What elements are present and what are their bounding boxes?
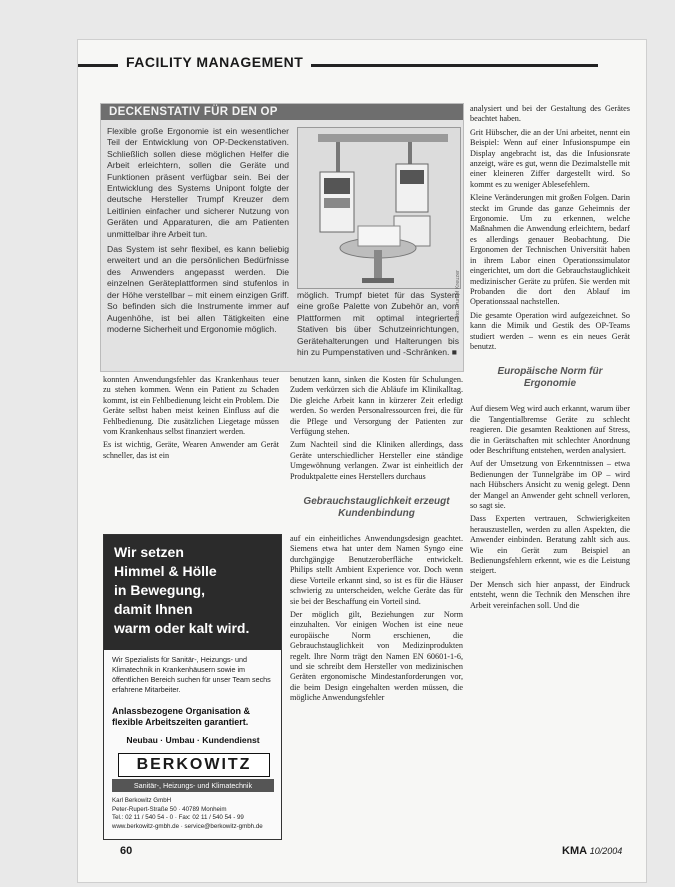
info-box-text [107, 126, 289, 339]
magazine-footer [562, 845, 622, 857]
info-box-paragraph: Flexible große Ergonomie ist ein wesentlicher Teil der Entwicklung von OP-Deckenstativen. Schließlich sollen diese möglichen Helfer die Arbeit erleichtern, sollen die Geräte und Funktionen präsent verfügbar sein. Bei der Entwicklung des Systems Unipont folgte der deutsche Hersteller Trumpf Kreuzer dem Leitlinien einfacher und sicherer Nutzung von Geräten und Apparaturen, die am Patienten unmittelbar ihre Arbeit tun. [107, 126, 289, 239]
article-paragraph: Der Mensch sich hier anpasst, der Eindruck entsteht, wenn die Technik den Menschen ihre Arbeit vereinfachen soll. Und die [470, 579, 630, 610]
article-paragraph: Grit Hübscher, die an der Uni arbeitet, nennt ein Beispiel: Wenn auf einer Infusionspumpe ein Display angebracht ist, das die Infusionsrate anzeigt, wäre es gut, wenn die Dezimalstelle mit einer kleineren Ziffer dargestellt wird. So kommt es zu weniger Ablesefehlern. [470, 127, 630, 189]
ceiling-stand-illustration [298, 128, 460, 288]
contact-line: www.berkowitz-gmbh.de · service@berkowitz-gmbh.de [112, 822, 263, 830]
info-box-title-band [101, 104, 463, 120]
magazine-name: KMA [562, 845, 587, 857]
info-box [100, 103, 464, 372]
article-paragraph: Es ist wichtig, Geräte, Wearen Anwender am Gerät schneller, das ist ein [103, 440, 279, 460]
article-paragraph: Auf diesem Weg wird auch erkannt, warum über die Tangentialbremse Geräte zu schlecht reagieren. Die gesamten Reaktionen auf Stress, die in Gerätschaften mit schlechter Anordnung oder Beschriftung entstehen, werden analysiert. [470, 404, 630, 455]
ad-services: Neubau · Umbau · Kundendienst [126, 735, 260, 745]
info-box-title: DECKENSTATIV FÜR DEN OP [109, 106, 278, 118]
ceiling-stand-photo [297, 127, 461, 289]
article-column-2 [290, 375, 463, 707]
article-paragraph: auf ein einheitliches Anwendungsdesign geachtet. Siemens etwa hat unter dem Namen Syngo eine durchgängige Benutzeroberfläche entwickelt. Philips stellt Ambient Experience vor. Doch wenn diese Vorteile erkannt sind, so ist es für die Häuser schwierig zu unterscheiden, welche Geräte das für sie bei der Beschaffung ein Vorteil sind. [290, 534, 463, 606]
ad-headline-line: Wir setzen [114, 544, 184, 560]
article-subheading: Europäische Norm für Ergonomie [497, 366, 603, 390]
ad-headline-line: warm oder kalt wird. [114, 620, 250, 636]
article-paragraph: Zum Nachteil sind die Kliniken allerdings, dass Geräte unterschiedlicher Hersteller eine ständige Umgewöhnung verlangen. Zwar ist einheitlich der Produktpalette eines Herstellers durchaus [290, 440, 463, 481]
article-paragraph: Auf der Umsetzung von Erkenntnissen – etwa Bedienungen der Tunnelgräbe im OP – wird nach Hübschers Ansicht zu wenig gelegt. Denn der Mangel an Anwender geht schnell verloren, so sagt sie. [470, 459, 630, 510]
company-tagline: Sanitär-, Heizungs- und Klimatechnik [112, 779, 274, 792]
article-paragraph: Der möglich gilt, Beziehungen zur Norm einzuhalten. Vor einigen Wochen ist eine neue europäische Norm erschienen, die Gebrauchstauglichkeit von Medizinprodukten regelt. Ihre Norm trägt den Namen EN 60601-1-6, und sie schreibt dem Hersteller von medizinischen Geräten ergonomische Mindestanforderungen vor, die beim Design eingehalten werden müssen, die mögliche Anwendungsfehler [290, 609, 463, 703]
article-subheading: Gebrauchstauglichkeit erzeugt Kundenbindung [303, 496, 450, 520]
article-paragraph: benutzen kann, sinken die Kosten für Schulungen. Zudem verkürzen sich die Abläufe im Klinikalltag. Die gleiche Arbeit kann in kürzerer Zeit erledigt werden. So werden Personalressourcen frei, die für die Pflege und Versorgung der Patienten zur Verfügung stehen. [290, 375, 463, 437]
contact-line: Tel.: 02 11 / 540 54 - 0 · Fax: 02 11 / 540 54 - 99 [112, 814, 244, 822]
article-column-1 [103, 375, 279, 464]
ad-headline-line: Himmel & Hölle [114, 563, 217, 579]
company-contact [112, 797, 274, 831]
article-column-3 [470, 104, 630, 614]
info-box-caption: möglich. Trumpf bietet für das System eine große Palette von Zubehör an, vom Plattformen mit optimal integrierten Stativen bis über Schutzeinrichtungen, Gerätehalterungen und Halterungen bis hin zu Pumpenstativen und -Schränken. ■ [297, 290, 459, 358]
section-title: FACILITY MANAGEMENT [118, 54, 311, 70]
ad-body-text: Wir Spezialists für Sanitär-, Heizungs- und Klimatechnik in Krankenhäusern sowie im öffentlichen Bereich suchen für unser Team sechs erfahrene Mitarbeiter. [112, 655, 271, 694]
ad-headline-line: damit Ihnen [114, 601, 193, 617]
contact-line: Peter-Rupert-Straße 50 · 40789 Monheim [112, 805, 227, 813]
article-paragraph: analysiert und bei der Gestaltung des Gerätes beachtet haben. [470, 104, 630, 124]
page-number: 60 [120, 845, 133, 857]
magazine-issue: 10/2004 [589, 846, 623, 856]
section-header [78, 54, 598, 70]
photo-credit: Foto: Trumpf Kreuzer [455, 270, 461, 322]
ad-headline [114, 543, 249, 638]
article-paragraph: Die gesamte Operation wird aufgezeichnet. So kann die Mimik und Gestik des OP-Teams studiert werden – wenn es ein neues Gerät benutzt. [470, 310, 630, 351]
contact-line: Karl Berkowitz GmbH [112, 797, 172, 804]
advertisement [103, 534, 282, 840]
ad-highlight-text: Anlassbezogene Organisation & flexible Arbeitszeiten garantiert. [112, 706, 251, 727]
company-logo: BERKOWITZ [118, 753, 270, 777]
article-paragraph: Dass Experten vertrauen, Schwierigkeiten herauszustellen, werden zu allen Aspekten, die Anwender einbinden. Beratung zahlt sich aus. Wie ein Gerät zum Beispiel an Bedienungsfehlern erkennt, wie es die Leistung steigert. [470, 514, 630, 576]
article-paragraph: konnten Anwendungsfehler das Krankenhaus teuer zu stehen kommen. Wenn ein Patient zu Schaden kommt, ist ein Fehlbedienung leicht ein Problem. Die Geräte selbst haben meist keinen Einfluss auf die Fehlbedienung. Die zusätzlichen Liegetage müssen vom Krankenhaus selbst finanziert werden. [103, 375, 279, 437]
info-box-paragraph: Das System ist sehr flexibel, es kann beliebig erweitert und an die persönlichen Bedürfnisse des Anwenders angepasst werden. Die einzelnen Geräteplattformen sind stufenlos in der Höhe verstellbar – mit einem einzigen Griff. So befinden sich die Instrumente immer auf Augenhöhe, ist bei allen Tätigkeiten eine moderne Sicherheit und Ergonomie möglich. [107, 244, 289, 334]
article-paragraph: Kleine Veränderungen mit großen Folgen. Darin steckt im Grunde das ganze Geheimnis der Ergonomie. Um zu erkennen, welche Maßnahmen die Anwendung erleichtern, bedarf es allerdings genauer Beobachtung. Die Ergonomen der Technischen Universität haben in ihrem Labor einen Operationssimulator eingerichtet, um dort die Gebrauchstauglichkeit medizinischer Geräte zu prüfen. Sie werden mit Probanden die dort den Ablauf im Operationssaal nachstellen. [470, 193, 630, 307]
ad-headline-panel [104, 535, 281, 650]
ad-headline-line: in Bewegung, [114, 582, 205, 598]
